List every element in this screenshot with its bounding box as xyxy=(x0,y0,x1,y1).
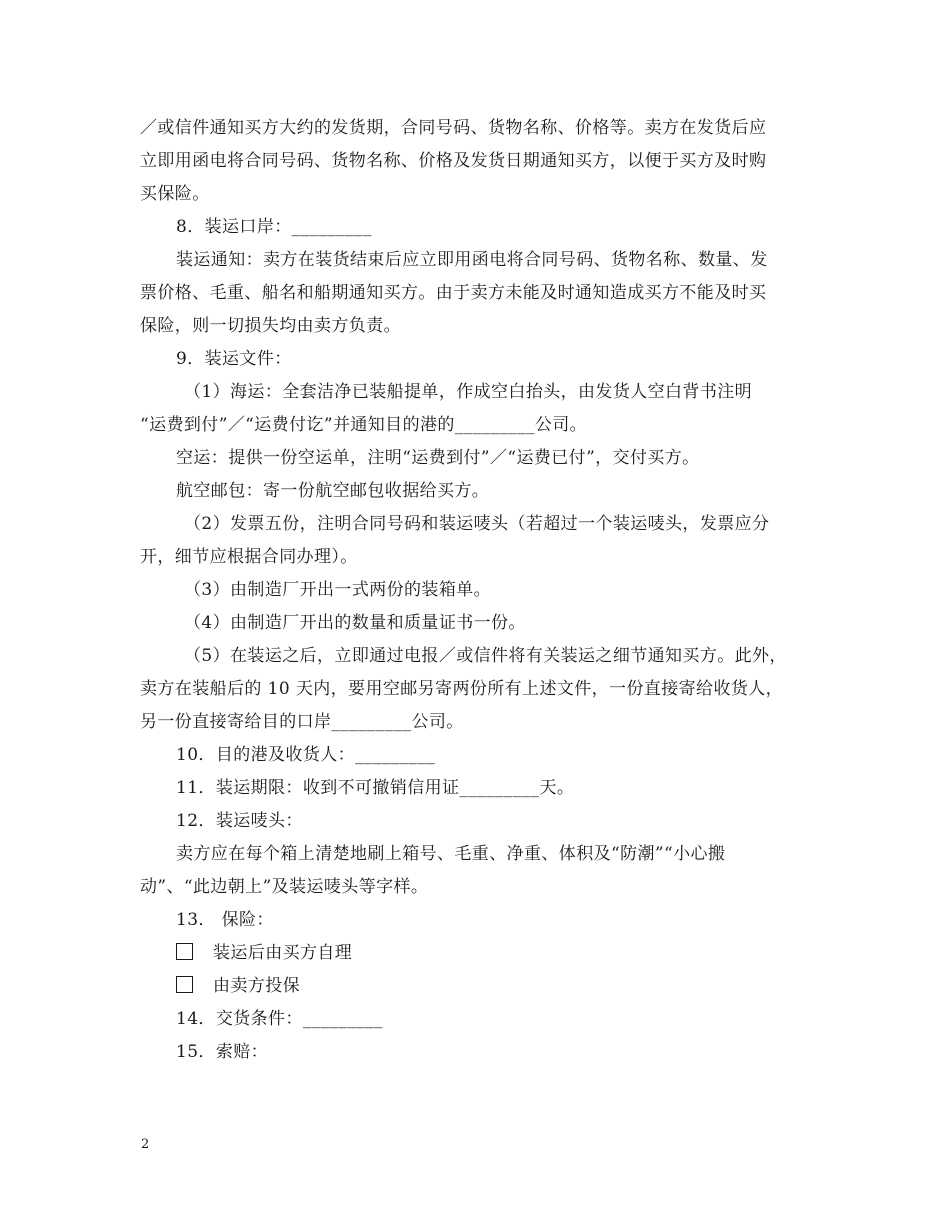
paragraph-line: 航空邮包：寄一份航空邮包收据给买方。 xyxy=(176,481,490,501)
section-13-insurance: 13． 保险： xyxy=(176,910,274,930)
insurance-option-seller[interactable] xyxy=(140,970,820,1003)
paragraph-line: 保险，则一切损失均由卖方负责。 xyxy=(140,316,401,336)
paragraph-line: 买保险。 xyxy=(140,184,210,204)
paragraph-line: （5）在装运之后，立即通过电报／或信件将有关装运之细节通知买方。此外， xyxy=(184,646,787,666)
section-9-shipping-documents: 9．装运文件： xyxy=(176,349,292,369)
section-12-shipping-marks: 12．装运唛头： xyxy=(176,811,303,831)
checkbox-icon[interactable] xyxy=(176,943,193,960)
page-number: 2 xyxy=(141,1137,150,1152)
paragraph-line: 装运通知：卖方在装货结束后应立即用函电将合同号码、货物名称、数量、发 xyxy=(176,250,768,270)
checkbox-label: 装运后由买方自理 xyxy=(213,943,353,963)
paragraph-line: （3）由制造厂开出一式两份的装箱单。 xyxy=(184,580,492,600)
insurance-option-buyer[interactable] xyxy=(140,937,820,970)
paragraph-line: ／或信件通知买方大约的发货期，合同号码、货物名称、价格等。卖方在发货后应 xyxy=(140,118,767,138)
paragraph-line: 开，细节应根据合同办理）。 xyxy=(140,547,358,567)
section-10-destination: 10．目的港及收货人：_________ xyxy=(176,745,436,765)
paragraph-line: 票价格、毛重、船名和船期通知买方。由于卖方未能及时通知造成买方不能及时买 xyxy=(140,283,767,303)
paragraph-line: 卖方应在每个箱上清楚地刷上箱号、毛重、净重、体积及“防潮”“小心搬 xyxy=(176,844,726,864)
paragraph-line: 立即用函电将合同号码、货物名称、价格及发货日期通知买方，以便于买方及时购 xyxy=(140,151,767,171)
section-11-shipping-period: 11．装运期限：收到不可撤销信用证_________天。 xyxy=(176,778,575,798)
document-body xyxy=(140,112,820,1069)
paragraph-line: （1）海运：全套洁净已装船提单，作成空白抬头，由发货人空白背书注明 xyxy=(184,382,753,402)
checkbox-label: 由卖方投保 xyxy=(213,976,300,996)
paragraph-line: “运费到付”／“运费付讫”并通知目的港的_________公司。 xyxy=(140,415,588,435)
section-14-delivery-terms: 14．交货条件：_________ xyxy=(176,1009,383,1029)
paragraph-line: 卖方在装船后的 10 天内，要用空邮另寄两份所有上述文件，一份直接寄给收货人， xyxy=(140,679,784,699)
section-8-loading-port: 8．装运口岸：_________ xyxy=(176,217,372,237)
section-15-claims: 15．索赔： xyxy=(176,1042,269,1062)
paragraph-line: 空运：提供一份空运单，注明“运费到付”／“运费已付”，交付买方。 xyxy=(176,448,700,468)
paragraph-line: 动”、“此边朝上”及装运唛头等字样。 xyxy=(140,877,429,897)
paragraph-line: （2）发票五份，注明合同号码和装运唛头（若超过一个装运唛头，发票应分 xyxy=(184,514,770,534)
checkbox-icon[interactable] xyxy=(176,976,193,993)
paragraph-line: （4）由制造厂开出的数量和质量证书一份。 xyxy=(184,613,526,633)
paragraph-line: 另一份直接寄给目的口岸_________公司。 xyxy=(140,712,464,732)
